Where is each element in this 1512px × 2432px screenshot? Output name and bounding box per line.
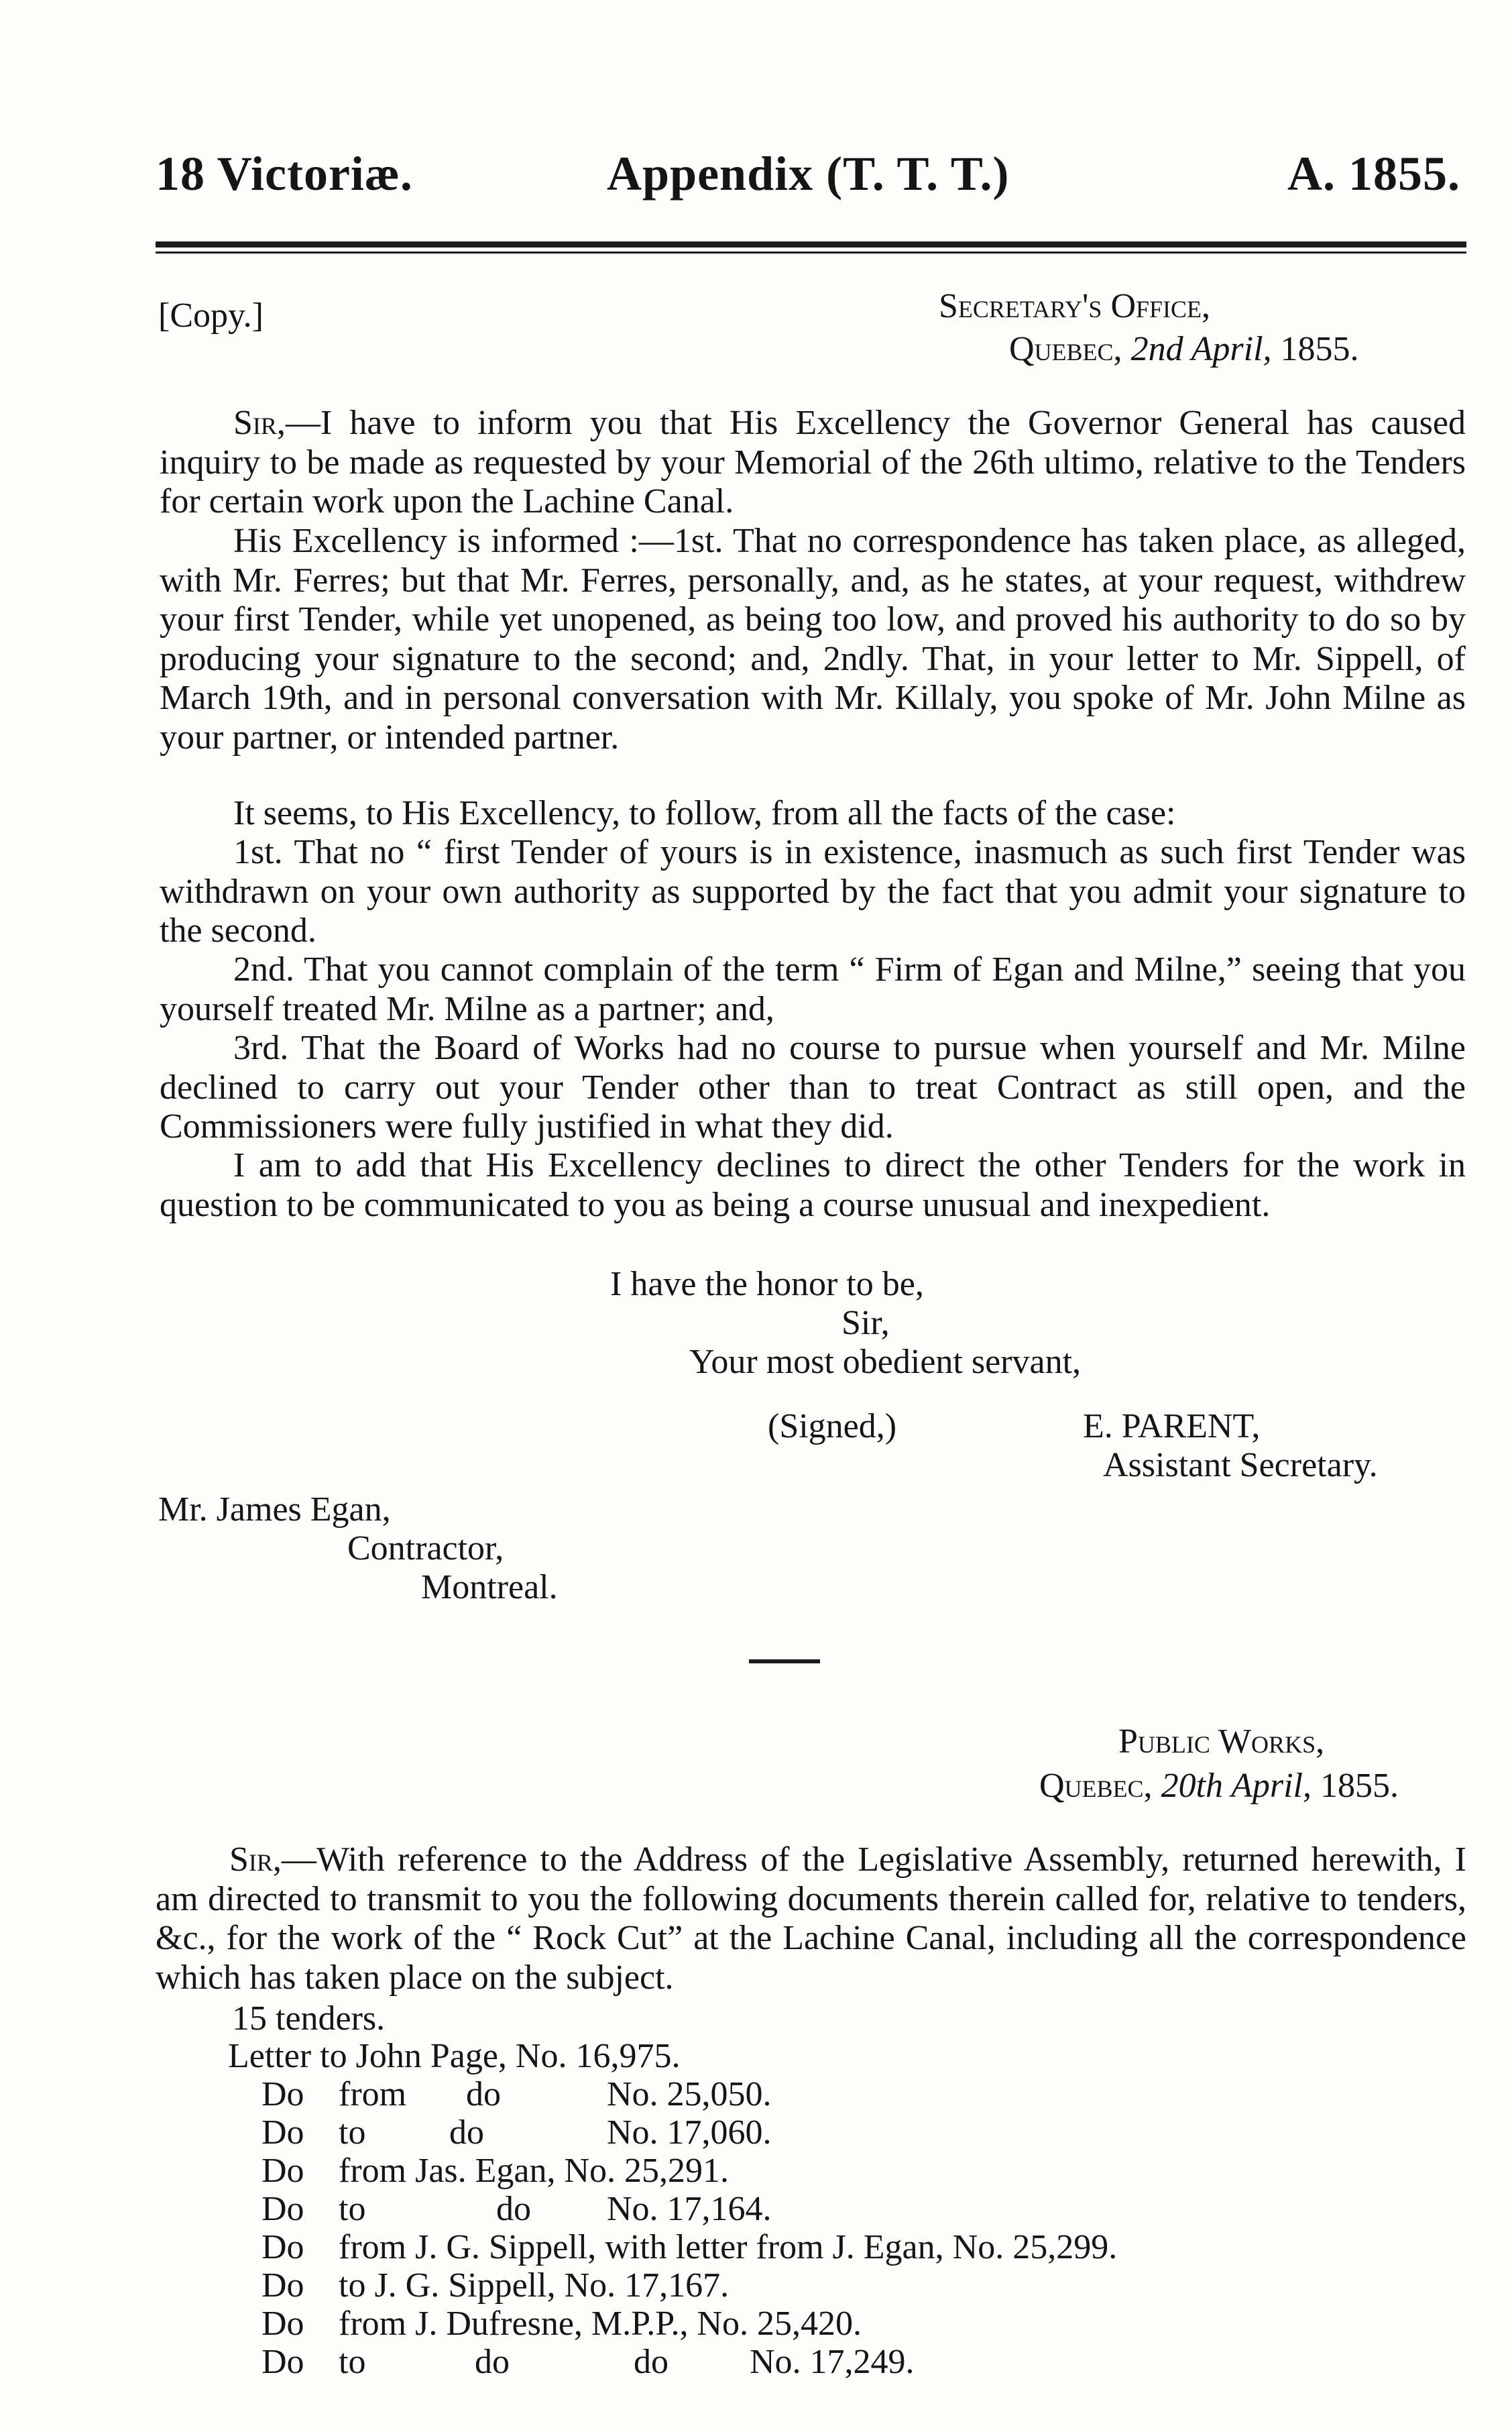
- list-item-direction: from J. Dufresne, M.P.P., No. 25,420.: [339, 2305, 862, 2343]
- list-item-direction: from Jas. Egan, No. 25,291.: [339, 2152, 730, 2190]
- list-item-do: Do: [261, 2152, 304, 2190]
- list-item-ditto: do: [475, 2343, 510, 2381]
- closing-line-3: Your most obedient servant,: [689, 1343, 1082, 1381]
- list-item-do: Do: [261, 2305, 304, 2343]
- list-item-direction: to: [339, 2343, 366, 2381]
- header-rule-thick: [156, 241, 1466, 247]
- list-item-number: No. 17,164.: [607, 2190, 772, 2228]
- letter1-para-7: I am to add that His Excellency declines to direct the other Tenders for the work in question to be communicated to you as being a course unusual and inexpedient.: [160, 1146, 1466, 1224]
- letter2-year: 1855.: [1320, 1767, 1399, 1805]
- list-item-do: Do: [261, 2113, 304, 2152]
- list-item-direction: to: [339, 2113, 366, 2152]
- header-right: A. 1855.: [1287, 147, 1460, 201]
- list-item-do: Do: [261, 2266, 304, 2305]
- letter1-dateline: [1009, 330, 1359, 369]
- letter1-date: 2nd April,: [1130, 330, 1272, 368]
- closing-line-1: I have the honor to be,: [610, 1265, 924, 1303]
- header-center: Appendix (T. T. T.): [607, 147, 1010, 201]
- list-item-do: Do: [261, 2343, 304, 2381]
- list-item-ditto: do: [496, 2190, 531, 2228]
- list-item-direction: from: [339, 2075, 407, 2113]
- signed-mark: (Signed,): [768, 1407, 897, 1445]
- letter1-year: 1855.: [1280, 330, 1359, 368]
- letter1-para-6: 3rd. That the Board of Works had no course to pursue when yourself and Mr. Milne declined to carry out your Tender other than to treat Contract as still open, and the Commissioners were fully justified in what they did.: [160, 1029, 1466, 1146]
- letter1-para-2: His Excellency is informed :—1st. That no correspondence has taken place, as alleged, with Mr. Ferres; but that Mr. Ferres, personally, and, as he states, at your request, withdrew your first Tender, while yet unopened, as being too low, and proved his authority to do so by producing your signature to the second; and, 2ndly. That, in your letter to Mr. Sippell, of March 19th, and in personal conversation with Mr. Killaly, you spoke of Mr. John Milne as your partner, or intended partner.: [160, 522, 1466, 757]
- list-item: Letter to John Page, No. 16,975.: [228, 2037, 681, 2075]
- signer-title: Assistant Secretary.: [1103, 1446, 1378, 1484]
- addressee-city: Montreal.: [421, 1568, 558, 1606]
- letter2-salutation: Sir,: [229, 1840, 282, 1879]
- list-item-do: Do: [261, 2075, 304, 2113]
- list-item-do: Do: [261, 2190, 304, 2228]
- signer-name: E. PARENT,: [1083, 1407, 1261, 1445]
- list-item-ditto: do: [634, 2343, 668, 2381]
- letter2-place: Quebec,: [1039, 1767, 1153, 1805]
- list-item: 15 tenders.: [232, 1999, 386, 2038]
- list-item-ditto: do: [466, 2075, 501, 2113]
- list-item-do: Do: [261, 2228, 304, 2266]
- letter1-para-1: Sir,—I have to inform you that His Excellency the Governor General has caused inquiry to be made as requested by your Memorial of the 26th ultimo, relative to the Tenders for certain work upon the Lachine Canal.: [160, 404, 1466, 520]
- letter2-office: Public Works,: [1118, 1722, 1325, 1761]
- letter2-dateline: [1039, 1767, 1399, 1806]
- letter1-office: Secretary's Office,: [939, 287, 1211, 325]
- list-item-number: No. 17,249.: [750, 2343, 915, 2381]
- letter2-intro: Sir,—With reference to the Address of the Legislative Assembly, returned herewith, I am directed to transmit to you the following documents therein called for, relative to tenders, &c., for the work of the “ Rock Cut” at the Lachine Canal, including all the correspondence which has taken place on the subject.: [156, 1840, 1466, 1997]
- list-item-ditto: do: [449, 2113, 484, 2152]
- list-item-direction: from J. G. Sippell, with letter from J. Egan, No. 25,299.: [339, 2228, 1118, 2266]
- header-rule-thin: [156, 252, 1466, 254]
- list-item-direction: to J. G. Sippell, No. 17,167.: [339, 2266, 730, 2305]
- header-left: 18 Victoriæ.: [156, 147, 413, 201]
- letter1-para-4: 1st. That no “ first Tender of yours is in existence, inasmuch as such first Tender was withdrawn on your own authority as supported by the fact that you admit your signature to the second.: [160, 833, 1466, 950]
- letter2-date: 20th April,: [1161, 1767, 1312, 1805]
- addressee-role: Contractor,: [347, 1529, 504, 1567]
- section-separator: [749, 1659, 820, 1663]
- list-item-number: No. 17,060.: [607, 2113, 772, 2152]
- letter1-place: Quebec,: [1009, 330, 1122, 368]
- letter1-salutation: Sir,: [233, 404, 286, 442]
- letter1-para-3: It seems, to His Excellency, to follow, from all the facts of the case:: [233, 794, 1176, 832]
- list-item-number: No. 25,050.: [607, 2075, 772, 2113]
- copy-mark: [Copy.]: [158, 296, 264, 335]
- closing-line-2: Sir,: [841, 1304, 890, 1342]
- addressee-name: Mr. James Egan,: [158, 1490, 391, 1529]
- letter1-para-5: 2nd. That you cannot complain of the term “ Firm of Egan and Milne,” seeing that you yourself treated Mr. Milne as a partner; and,: [160, 950, 1466, 1028]
- list-item-direction: to: [339, 2190, 366, 2228]
